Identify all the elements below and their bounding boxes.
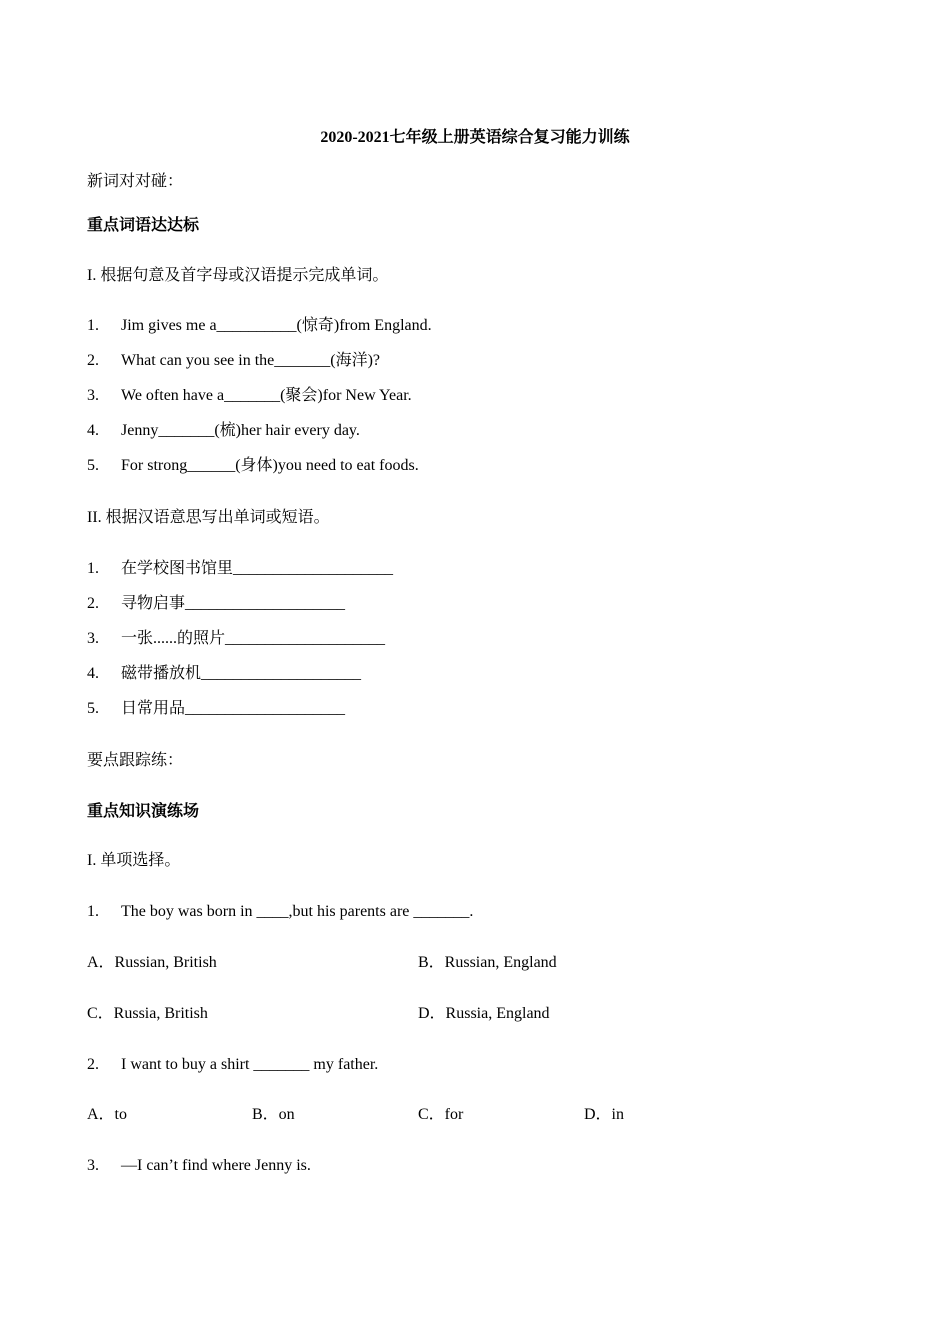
q2-option-c: C．for: [418, 1106, 464, 1123]
key-words-heading: 重点词语达达标: [87, 217, 200, 234]
q1-option-d: D．Russia, England: [418, 1005, 550, 1022]
item-text: Jim gives me a__________(惊奇)from England.: [121, 317, 432, 334]
section1-instruction: I. 根据句意及首字母或汉语提示完成单词。: [87, 267, 389, 284]
item-text: 在学校图书馆里____________________: [121, 560, 394, 577]
item-number: 5.: [87, 700, 99, 717]
item-text: We often have a_______(聚会)for New Year.: [121, 387, 412, 404]
q1-option-c: C．Russia, British: [87, 1005, 208, 1022]
item-number: 2.: [87, 595, 99, 612]
follow-label: 要点跟踪练：: [87, 752, 184, 769]
question-text: The boy was born in ____,but his parents are _______.: [121, 903, 474, 920]
q2-option-d: D．in: [584, 1106, 625, 1123]
item-number: 3.: [87, 387, 99, 404]
section3-instruction: I. 单项选择。: [87, 852, 181, 869]
knowledge-heading: 重点知识演练场: [87, 803, 200, 820]
item-number: 3.: [87, 630, 99, 647]
item-number: 1.: [87, 317, 99, 334]
item-number: 4.: [87, 422, 99, 439]
new-words-label: 新词对对碰：: [87, 173, 184, 190]
item-number: 5.: [87, 457, 99, 474]
q2-option-b: B．on: [252, 1106, 295, 1123]
item-text: 磁带播放机____________________: [121, 665, 362, 682]
question-number: 1.: [87, 903, 99, 920]
item-text: 寻物启事____________________: [121, 595, 346, 612]
item-number: 2.: [87, 352, 99, 369]
question-number: 3.: [87, 1157, 99, 1174]
question-text: I want to buy a shirt _______ my father.: [121, 1056, 379, 1073]
page-title: 2020-2021七年级上册英语综合复习能力训练: [320, 129, 630, 146]
section2-instruction: II. 根据汉语意思写出单词或短语。: [87, 509, 330, 526]
item-text: What can you see in the_______(海洋)?: [121, 352, 381, 369]
item-text: 日常用品____________________: [121, 700, 346, 717]
item-number: 1.: [87, 560, 99, 577]
question-text: —I can’t find where Jenny is.: [121, 1157, 311, 1174]
item-text: Jenny_______(梳)her hair every day.: [121, 422, 360, 439]
question-number: 2.: [87, 1056, 99, 1073]
item-text: 一张......的照片____________________: [121, 630, 386, 647]
q1-option-a: A．Russian, British: [87, 954, 217, 971]
q2-option-a: A．to: [87, 1106, 128, 1123]
item-number: 4.: [87, 665, 99, 682]
q1-option-b: B．Russian, England: [418, 954, 557, 971]
item-text: For strong______(身体)you need to eat foods.: [121, 457, 419, 474]
